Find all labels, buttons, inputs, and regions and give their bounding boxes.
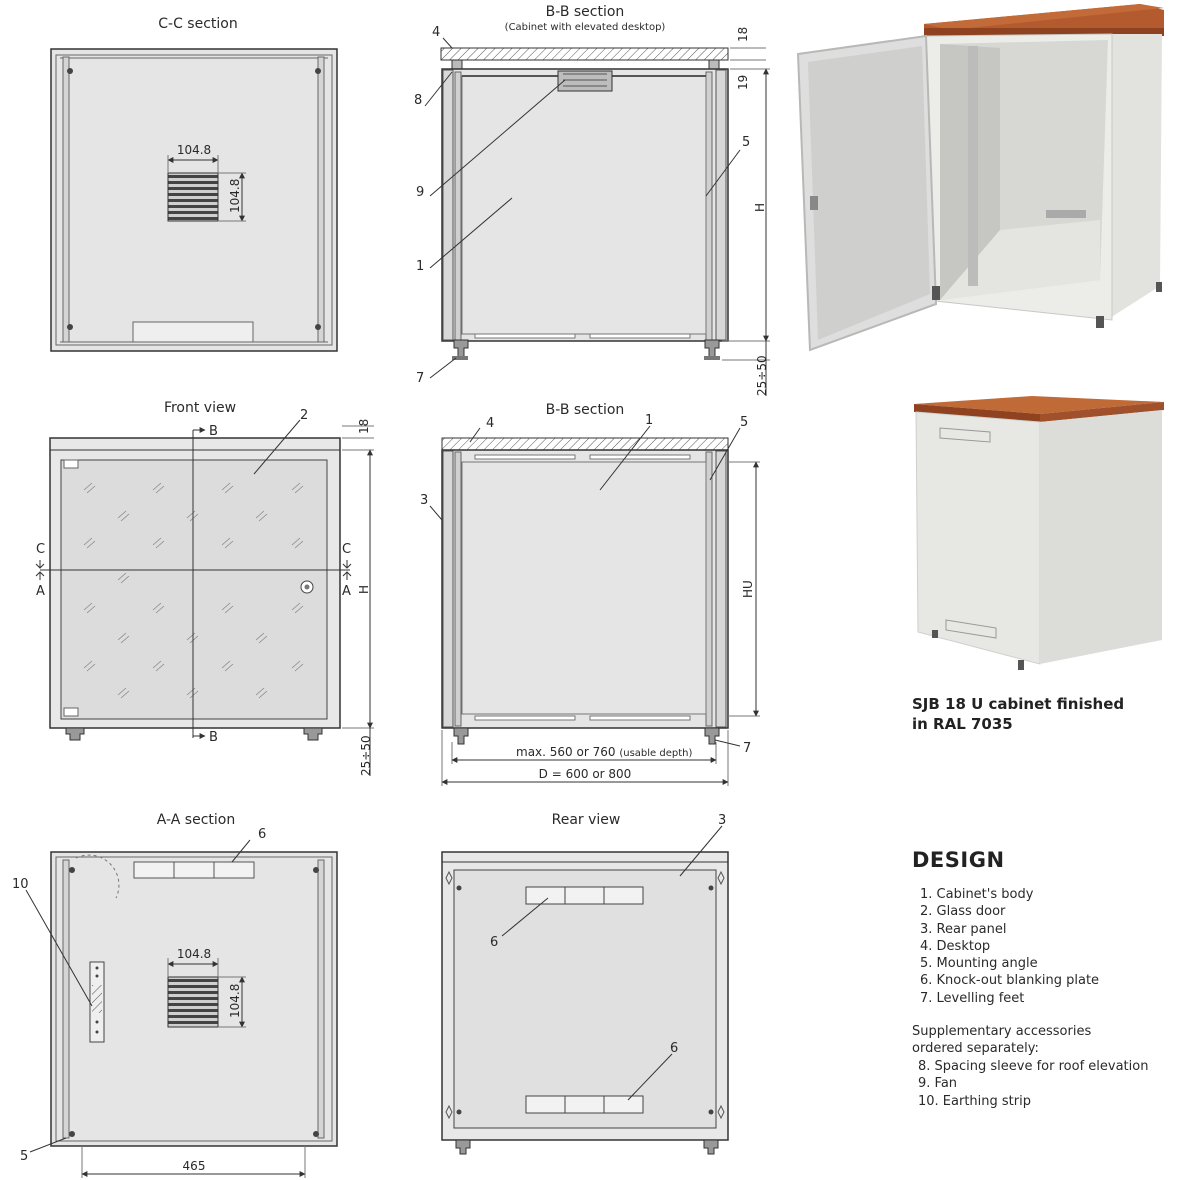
aa-vent-height: 104.8 [228, 983, 242, 1018]
aa-width-465: 465 [182, 1159, 206, 1173]
elevated-desktop [441, 48, 728, 60]
bb-mid-title: B-B section [545, 402, 625, 418]
front-mark-c-right: C [342, 542, 352, 557]
bb-top-dim-18: 18 [736, 26, 750, 42]
front-view [36, 400, 374, 776]
front-dim-18: 18 [357, 418, 371, 434]
bb-section-elevated [414, 4, 770, 396]
front-title: Front view [163, 400, 237, 416]
usable-depth-value: max. 560 or 760 [516, 745, 616, 759]
callout-5-top: 5 [742, 135, 751, 150]
front-mark-b-bottom: B [209, 730, 218, 745]
bb-section [420, 402, 760, 786]
cc-section-title: C-C section [158, 16, 238, 32]
callout-3-rear: 3 [718, 813, 727, 828]
rear-title: Rear view [551, 812, 621, 828]
aa-section [12, 812, 337, 1178]
cc-vent-height: 104.8 [228, 178, 242, 213]
design-parts-list [912, 886, 1172, 1007]
accessories-list [912, 1058, 1172, 1110]
aa-vent-width: 104.8 [176, 947, 212, 961]
supplementary-heading [912, 1023, 1172, 1057]
callout-5-aa: 5 [20, 1149, 29, 1164]
desktop [442, 438, 728, 450]
bb-top-subtitle: (Cabinet with elevated desktop) [504, 22, 666, 33]
bb-top-title: B-B section [545, 4, 625, 20]
callout-3: 3 [420, 493, 429, 508]
callout-4: 4 [486, 416, 495, 431]
cc-section [51, 16, 337, 351]
bb-mid-dim-hu: HU [741, 580, 755, 598]
caption-line-2: in RAL 7035 [912, 715, 1013, 733]
rear-panel [454, 870, 716, 1128]
list-item: 3. Rear panel [920, 921, 1007, 937]
list-item: 1. Cabinet's body [920, 887, 1034, 902]
callout-6-rear-top: 6 [490, 935, 499, 950]
list-item: 10. Earthing strip [918, 1093, 1031, 1109]
bb-depth: D = 600 or 800 [538, 767, 632, 781]
front-dim-h: H [357, 584, 371, 594]
cabinet-photo-open [798, 4, 1164, 350]
front-mark-a-right: A [342, 584, 351, 599]
bb-top-dim-feet: 25÷50 [755, 355, 769, 396]
callout-6-rear-bottom: 6 [670, 1041, 679, 1056]
front-mark-c-left: C [36, 542, 46, 557]
aa-vent-grille [168, 977, 218, 1027]
front-dim-feet: 25÷50 [359, 735, 373, 776]
callout-6-aa: 6 [258, 827, 267, 842]
callout-1-top: 1 [416, 259, 425, 274]
bb-usable-depth [516, 745, 692, 759]
list-item: 8. Spacing sleeve for roof elevation [918, 1059, 1149, 1075]
supp-line-1: Supplementary accessories [912, 1024, 1092, 1040]
list-item: 4. Desktop [920, 938, 991, 954]
rear-view [442, 812, 728, 1154]
callout-4-top: 4 [432, 25, 441, 40]
front-mark-a-left: A [36, 584, 45, 599]
front-mark-b-top: B [209, 424, 218, 439]
list-item: 9. Fan [918, 1076, 958, 1092]
callout-7-top: 7 [416, 371, 425, 386]
cabinet-photo-closed [914, 396, 1164, 670]
callout-5: 5 [740, 415, 749, 430]
supp-line-2: ordered separately: [912, 1041, 1039, 1057]
cc-vent-width: 104.8 [176, 143, 212, 157]
list-item: 5. Mounting angle [920, 956, 1038, 972]
callout-9: 9 [416, 185, 425, 200]
usable-depth-note: (usable depth) [619, 748, 693, 759]
list-item: 2. Glass door [920, 904, 1006, 920]
design-heading: DESIGN [912, 848, 1005, 872]
cc-vent-grille [168, 173, 218, 221]
bb-top-dim-h: H [753, 202, 767, 212]
glass-door [61, 460, 327, 719]
photo-caption [912, 694, 1152, 734]
aa-title: A-A section [156, 812, 236, 828]
callout-7: 7 [743, 741, 752, 756]
caption-line-1: SJB 18 U cabinet finished [912, 695, 1125, 713]
design-legend [912, 848, 1172, 1110]
callout-1: 1 [645, 413, 654, 428]
callout-2: 2 [300, 408, 309, 423]
list-item: 6. Knock-out blanking plate [920, 973, 1100, 989]
callout-8: 8 [414, 93, 423, 108]
list-item: 7. Levelling feet [920, 990, 1025, 1006]
bb-top-dim-19: 19 [736, 74, 750, 90]
callout-10: 10 [12, 877, 29, 892]
